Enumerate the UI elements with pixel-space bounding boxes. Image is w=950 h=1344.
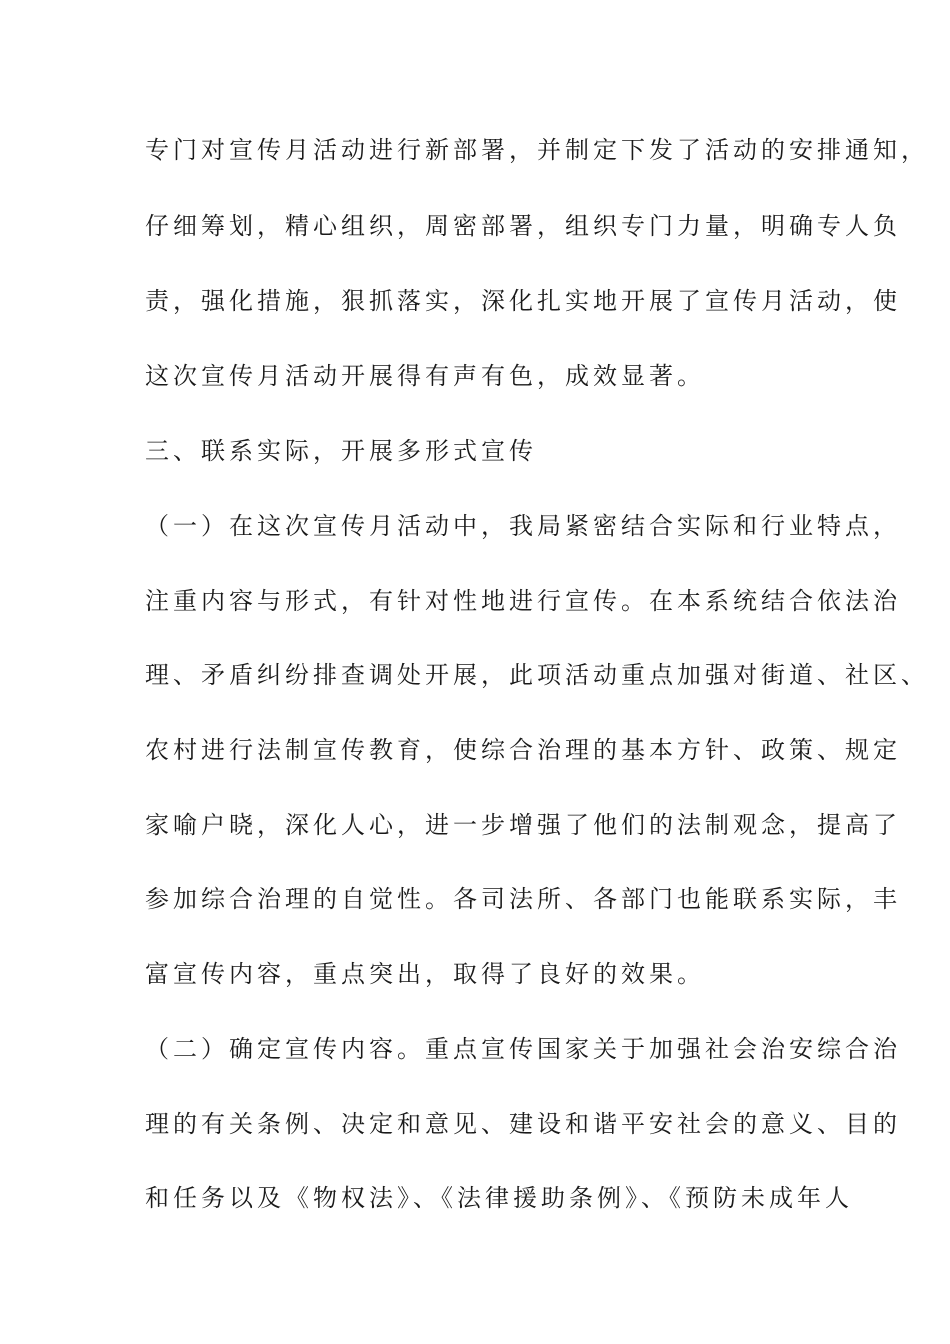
- text-line: 注重内容与形式，有针对性地进行宣传。在本系统结合依法治: [145, 587, 901, 615]
- text-line: （一）在这次宣传月活动中，我局紧密结合实际和行业特点，: [145, 512, 901, 540]
- text-line: 参加综合治理的自觉性。各司法所、各部门也能联系实际，丰: [145, 885, 901, 913]
- text-line: 富宣传内容，重点突出，取得了良好的效果。: [145, 960, 705, 988]
- text-line: 责，强化措施，狠抓落实，深化扎实地开展了宣传月活动，使: [145, 287, 901, 315]
- text-line: 家喻户晓，深化人心，进一步增强了他们的法制观念，提高了: [145, 811, 901, 839]
- text-line: 这次宣传月活动开展得有声有色，成效显著。: [145, 362, 705, 390]
- text-line: 和任务以及《物权法》、《法律援助条例》、《预防未成年人: [145, 1184, 853, 1212]
- text-line: 农村进行法制宣传教育，使综合治理的基本方针、政策、规定: [145, 736, 901, 764]
- text-line: 仔细筹划，精心组织，周密部署，组织专门力量，明确专人负: [145, 212, 901, 240]
- text-line: 专门对宣传月活动进行新部署，并制定下发了活动的安排通知，: [145, 136, 929, 164]
- section-heading: 三、联系实际，开展多形式宣传: [145, 437, 537, 465]
- text-line: 理、矛盾纠纷排查调处开展，此项活动重点加强对街道、社区、: [145, 661, 929, 689]
- text-line: 理的有关条例、决定和意见、建设和谐平安社会的意义、目的: [145, 1110, 901, 1138]
- text-line: （二）确定宣传内容。重点宣传国家关于加强社会治安综合治: [145, 1035, 901, 1063]
